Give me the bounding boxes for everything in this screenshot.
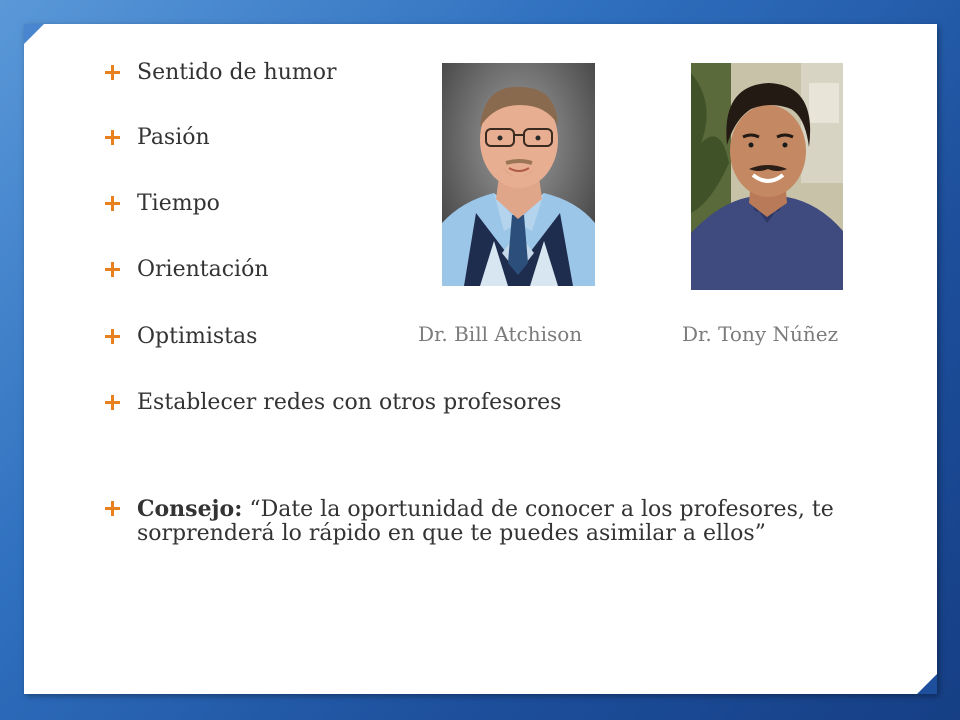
portrait-photo-bill-atchison xyxy=(442,63,595,286)
plus-bullet-icon xyxy=(99,325,125,349)
consejo-text: “Date la oportunidad de conocer a los profesores, te sorprenderá lo rápido en que te puedes asimilar a ellos” xyxy=(137,497,834,546)
bullet-item xyxy=(99,126,210,150)
bullet-text: Optimistas xyxy=(137,324,258,349)
plus-bullet-icon xyxy=(99,258,125,282)
bullet-item xyxy=(99,192,220,216)
bullet-text: Sentido de humor xyxy=(137,60,337,85)
plus-bullet-icon xyxy=(99,497,125,521)
bullet-text: Tiempo xyxy=(137,191,220,216)
slide-corner-decoration xyxy=(917,674,937,694)
bullet-text: Establecer redes con otros profesores xyxy=(137,390,562,415)
plus-bullet-icon xyxy=(99,126,125,150)
consejo-paragraph xyxy=(137,497,867,546)
bullet-text: Pasión xyxy=(137,125,210,150)
bullet-text: Orientación xyxy=(137,257,269,282)
photo-caption-bill-atchison: Dr. Bill Atchison xyxy=(418,322,583,346)
consejo-item xyxy=(99,497,867,546)
bullet-item xyxy=(99,325,257,349)
photo-caption-tony-nunez: Dr. Tony Núñez xyxy=(682,322,839,346)
slide-corner-decoration xyxy=(24,24,44,44)
bullet-item xyxy=(99,258,269,282)
consejo-label: Consejo: xyxy=(137,496,243,522)
plus-bullet-icon xyxy=(99,61,125,85)
bullet-item xyxy=(99,61,337,85)
plus-bullet-icon xyxy=(99,391,125,415)
plus-bullet-icon xyxy=(99,192,125,216)
portrait-photo-tony-nunez xyxy=(691,63,843,290)
bullet-item xyxy=(99,391,561,415)
